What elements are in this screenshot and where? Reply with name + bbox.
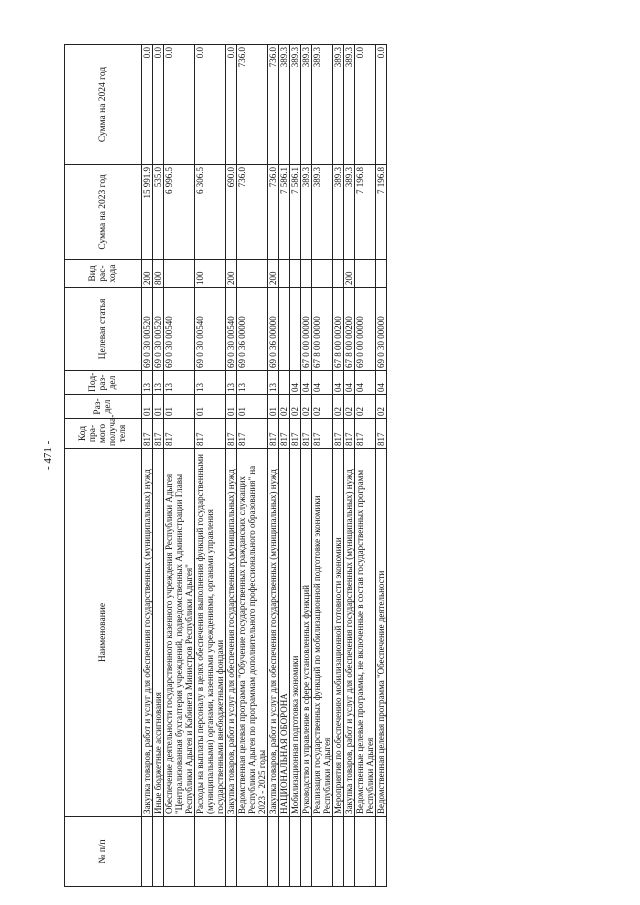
row-sum-2024: 389.3 [301,45,312,165]
row-expense-type: 200 [142,260,153,288]
row-sum-2023: 535.0 [153,165,164,260]
header-subsection: Под-раз-дел [65,371,142,395]
row-subsection: 04 [290,371,301,395]
row-section: 02 [279,395,290,419]
row-num [164,817,195,887]
row-num [237,817,268,887]
row-sum-2023: 389.3 [301,165,312,260]
table-row [268,45,279,887]
row-name: Мероприятия по обеспечению мобилизационной готовности экономики [333,449,344,817]
row-subsection: 04 [301,371,312,395]
table-row [279,45,290,887]
table-row [376,45,387,887]
header-sum-2023: Сумма на 2023 год [65,165,142,260]
row-subsection: 04 [355,371,376,395]
row-section: 01 [142,395,153,419]
row-subsection: 04 [312,371,333,395]
row-expense-type [290,260,301,288]
row-name: Реализация государственных функций по мобилизационной подготовке экономики Республики Адыгея [312,449,333,817]
budget-table [64,44,387,887]
header-num: № п/п [65,817,142,887]
row-target: 69 0 30 00540 [164,288,195,371]
row-expense-type: 200 [344,260,355,288]
row-num [344,817,355,887]
row-num [301,817,312,887]
row-sum-2024: 736.0 [237,45,268,165]
row-code: 817 [355,419,376,449]
row-expense-type [237,260,268,288]
row-section: 01 [153,395,164,419]
row-code: 817 [376,419,387,449]
row-section: 01 [226,395,237,419]
row-sum-2024: 389.3 [333,45,344,165]
row-target: 69 0 30 00000 [376,288,387,371]
row-subsection: 13 [237,371,268,395]
row-num [142,817,153,887]
row-section: 02 [344,395,355,419]
header-expense-type: Вид рас-хода [65,260,142,288]
row-target: 69 0 30 00520 [153,288,164,371]
row-target: 69 0 36 00000 [237,288,268,371]
row-name: НАЦИОНАЛЬНАЯ ОБОРОНА [279,449,290,817]
row-num [268,817,279,887]
row-section: 02 [312,395,333,419]
row-code: 817 [268,419,279,449]
row-subsection [279,371,290,395]
row-section: 01 [268,395,279,419]
row-sum-2023: 7 196.8 [376,165,387,260]
row-expense-type: 200 [268,260,279,288]
row-code: 817 [237,419,268,449]
row-sum-2024: 0.0 [195,45,226,165]
row-expense-type: 200 [226,260,237,288]
row-name: Закупка товаров, работ и услуг для обеспечения государственных (муниципальных) нужд [344,449,355,817]
row-num [312,817,333,887]
row-name: Руководство и управление в сфере установленных функций [301,449,312,817]
row-code: 817 [344,419,355,449]
row-section: 02 [290,395,301,419]
row-section: 01 [237,395,268,419]
row-code: 817 [164,419,195,449]
row-subsection: 04 [376,371,387,395]
row-sum-2024: 0.0 [355,45,376,165]
table-row [355,45,376,887]
row-subsection: 04 [344,371,355,395]
table-row [333,45,344,887]
row-section: 02 [376,395,387,419]
row-target: 67 0 00 00000 [301,288,312,371]
page-number: - 471 - [42,440,54,470]
row-subsection: 13 [195,371,226,395]
row-target: 69 0 36 00000 [268,288,279,371]
row-target: 67 8 00 00200 [333,288,344,371]
header-sum-2024: Сумма на 2024 год [65,45,142,165]
row-code: 817 [279,419,290,449]
table-row [153,45,164,887]
row-num [355,817,376,887]
row-num [279,817,290,887]
table-row [237,45,268,887]
row-section: 02 [333,395,344,419]
table-row [290,45,301,887]
table-row [344,45,355,887]
row-sum-2023: 6 996.5 [164,165,195,260]
row-target: 69 0 30 00540 [195,288,226,371]
row-name: Иные бюджетные ассигнования [153,449,164,817]
row-sum-2024: 736.0 [268,45,279,165]
row-sum-2023: 389.3 [333,165,344,260]
row-section: 02 [355,395,376,419]
row-name: Закупка товаров, работ и услуг для обеспечения государственных (муниципальных) нужд [268,449,279,817]
row-expense-type [279,260,290,288]
table-header-row [65,45,142,887]
row-expense-type [376,260,387,288]
row-expense-type [333,260,344,288]
table-row [164,45,195,887]
header-target: Целевая статья [65,288,142,371]
row-sum-2023: 736.0 [237,165,268,260]
row-sum-2024: 0.0 [164,45,195,165]
table-row [312,45,333,887]
row-sum-2024: 389.3 [279,45,290,165]
row-target [279,288,290,371]
row-name: Ведомственные целевые программы, не включенные в состав государственных программ Республики Адыгея [355,449,376,817]
row-num [226,817,237,887]
table-row [301,45,312,887]
row-target: 69 0 30 00520 [142,288,153,371]
row-num [376,817,387,887]
row-target: 67 8 00 00200 [344,288,355,371]
row-code: 817 [226,419,237,449]
row-section: 02 [301,395,312,419]
row-subsection: 13 [268,371,279,395]
header-code: Код пра-мого получа-теля [65,419,142,449]
header-section: Раз-дел [65,395,142,419]
row-code: 817 [153,419,164,449]
row-section: 01 [195,395,226,419]
row-subsection: 13 [153,371,164,395]
row-subsection: 13 [164,371,195,395]
row-sum-2023: 7 586.1 [290,165,301,260]
row-name: Закупка товаров, работ и услуг для обеспечения государственных (муниципальных) нужд [226,449,237,817]
row-sum-2023: 7 196.8 [355,165,376,260]
table-body [142,45,387,887]
row-target: 69 0 30 00540 [226,288,237,371]
table-row [195,45,226,887]
row-subsection: 13 [142,371,153,395]
row-sum-2023: 7 586.1 [279,165,290,260]
row-sum-2024: 0.0 [153,45,164,165]
row-name: Мобилизационная подготовка экономики [290,449,301,817]
row-num [195,817,226,887]
row-name: Ведомственная целевая программа "Обучение государственных гражданских служащих Республики Адыгея по программам дополнительного профессионального образования" на 2023 - 2025 годы [237,449,268,817]
row-num [290,817,301,887]
row-sum-2024: 0.0 [142,45,153,165]
row-target: 69 0 00 00000 [355,288,376,371]
row-code: 817 [312,419,333,449]
row-expense-type [301,260,312,288]
row-code: 817 [301,419,312,449]
row-expense-type [355,260,376,288]
row-sum-2023: 389.3 [312,165,333,260]
row-sum-2023: 389.3 [344,165,355,260]
row-code: 817 [142,419,153,449]
row-subsection: 13 [226,371,237,395]
row-section: 01 [164,395,195,419]
row-subsection: 04 [333,371,344,395]
header-name: Наименование [65,449,142,817]
row-num [153,817,164,887]
row-sum-2023: 15 991.9 [142,165,153,260]
row-code: 817 [290,419,301,449]
row-code: 817 [195,419,226,449]
row-sum-2023: 6 306.5 [195,165,226,260]
row-expense-type [312,260,333,288]
table-row [226,45,237,887]
row-expense-type: 800 [153,260,164,288]
row-target [290,288,301,371]
row-sum-2024: 0.0 [376,45,387,165]
row-name: Ведомственная целевая программа "Обеспечение деятельности [376,449,387,817]
row-target: 67 8 00 00000 [312,288,333,371]
row-sum-2023: 690.0 [226,165,237,260]
row-name: Расходы на выплаты персоналу в целях обеспечения выполнения функций государственными (муниципальными) органами, казенными учреждениями, органами управления государственными внебюджетными фондами [195,449,226,817]
row-code: 817 [333,419,344,449]
row-expense-type: 100 [195,260,226,288]
row-name: Обеспечение деятельности государственного казенного учреждения Республики Адыгея "Централизованная бухгалтерия учреждений, подведомственных Администрации Главы Республики Адыгея и Кабинета Министров Республики Адыгея" [164,449,195,817]
row-sum-2024: 389.3 [290,45,301,165]
row-sum-2024: 389.3 [312,45,333,165]
row-expense-type [164,260,195,288]
table-row [142,45,153,887]
row-name: Закупка товаров, работ и услуг для обеспечения государственных (муниципальных) нужд [142,449,153,817]
row-sum-2024: 389.3 [344,45,355,165]
row-sum-2024: 0.0 [226,45,237,165]
row-sum-2023: 736.0 [268,165,279,260]
row-num [333,817,344,887]
